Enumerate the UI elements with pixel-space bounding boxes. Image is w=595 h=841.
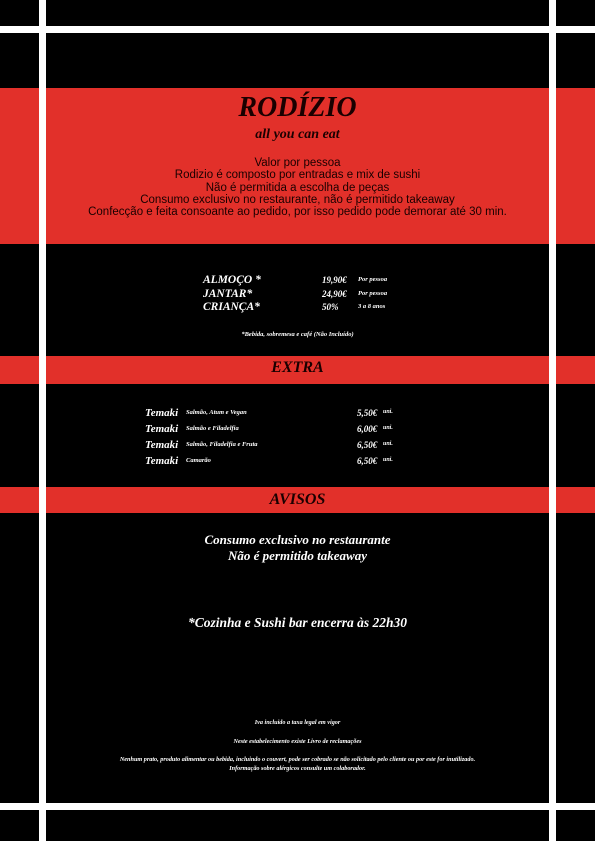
price-name: ALMOÇO * (203, 274, 261, 286)
extra-title: EXTRA (271, 359, 324, 376)
description-line: Valor por pessoa (254, 157, 341, 169)
menu-title: RODÍZIO (238, 92, 357, 123)
extra-item-value: 5,50€ (357, 408, 378, 418)
extra-item-description: Camarão (186, 457, 211, 464)
extra-item-value: 6,50€ (357, 456, 378, 466)
extra-item-value: 6,50€ (357, 440, 378, 450)
price-name: CRIANÇA* (203, 301, 260, 313)
price-value: 50% (322, 302, 339, 312)
extra-item-name: Temaki (145, 407, 179, 419)
extra-item-unit: uni. (383, 441, 393, 447)
footer-disclaimer-line: Nenhum prato, produto alimentar ou bebida, incluindo o couvert, pode ser cobrado se não solicitado pelo cliente ou por este for inutilizado. (119, 756, 476, 763)
footer-livro: Neste estabelecimento existe Livro de reclamações (233, 738, 362, 745)
extra-item-name: Temaki (145, 423, 179, 435)
extra-item-unit: uni. (383, 409, 393, 415)
prices-footnote: *Bebida, sobremesa e café (Não Incluído) (241, 331, 354, 338)
description-line: Não é permitida a escolha de peças (205, 181, 390, 194)
price-name: JANTAR* (203, 288, 253, 300)
price-note: Por pessoa (358, 276, 388, 283)
menu-subtitle: all you can eat (255, 127, 340, 142)
extra-item-unit: uni. (383, 425, 393, 431)
footer-disclaimer-line: Informação sobre alérgicos consulte um colaborador. (229, 765, 366, 772)
extra-item-unit: uni. (383, 457, 393, 463)
extra-item-description: Salmão, Atum e Vegan (186, 409, 247, 416)
footer-iva: Iva incluido a taxa legal em vigor (254, 719, 341, 726)
avisos-line: Não é permitido takeaway (227, 548, 367, 563)
description-line: Confecção e feita consoante ao pedido, por isso pedido pode demorar até 30 min. (88, 206, 507, 219)
avisos-title: AVISOS (269, 491, 326, 508)
extra-item-name: Temaki (145, 439, 179, 451)
extra-item-description: Salmão, Filadelfia e Fruta (186, 441, 258, 448)
frame-line-bottom (0, 803, 595, 810)
extra-item-name: Temaki (145, 455, 179, 467)
description-line: Consumo exclusivo no restaurante, não é permitido takeaway (140, 193, 455, 206)
footer-disclaimer (0, 755, 595, 773)
description-line: Rodizio é composto por entradas e mix de sushi (174, 169, 421, 182)
price-note: Por pessoa (358, 290, 388, 297)
price-value: 24,90€ (322, 289, 347, 299)
avisos-notice (0, 532, 595, 564)
price-note: 3 a 8 anos (358, 303, 386, 310)
extra-item-description: Salmão e Filadelfia (186, 425, 239, 432)
extra-item-value: 6,00€ (357, 424, 378, 434)
rodizio-description (0, 157, 595, 218)
closing-time: *Cozinha e Sushi bar encerra às 22h30 (187, 615, 408, 630)
avisos-line: Consumo exclusivo no restaurante (204, 532, 391, 547)
frame-line-top (0, 26, 595, 33)
price-value: 19,90€ (322, 275, 347, 285)
